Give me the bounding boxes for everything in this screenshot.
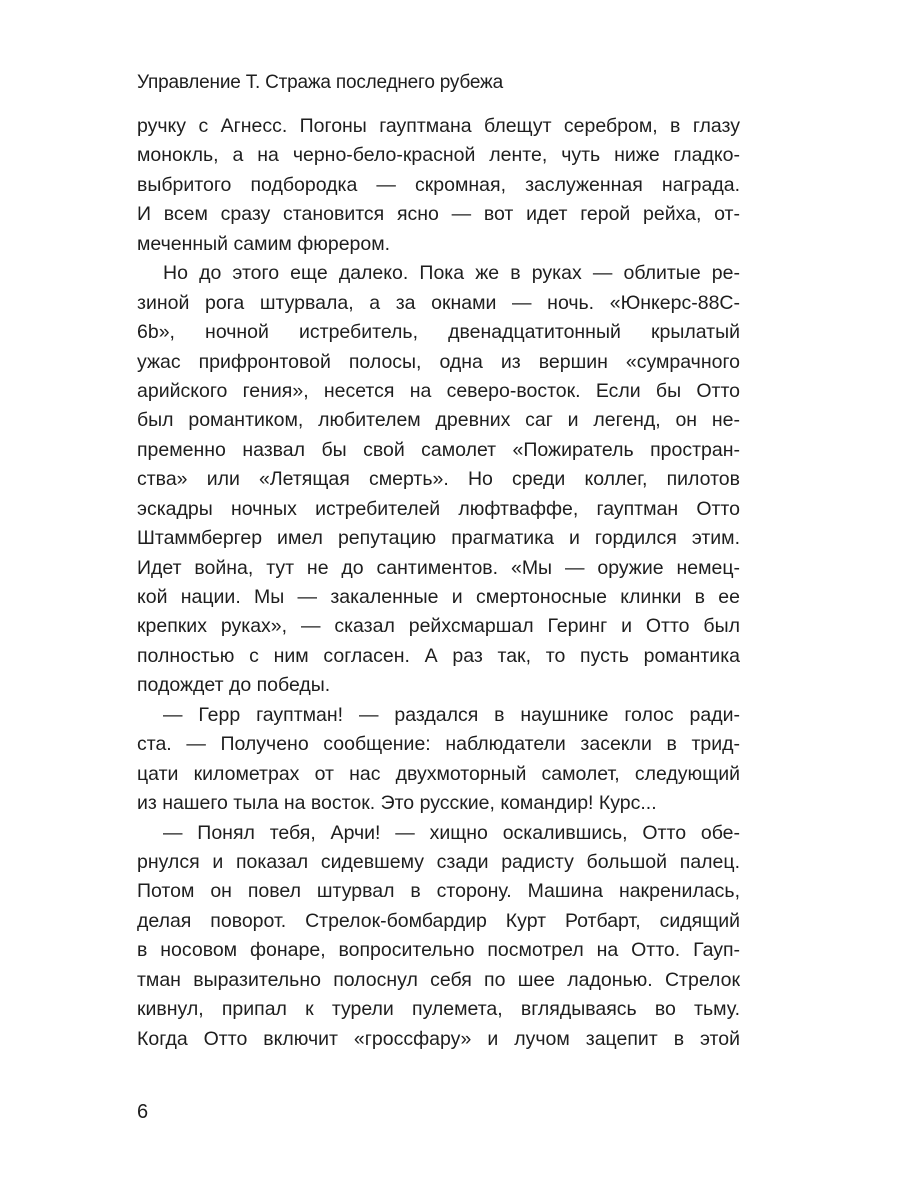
text-line: цати километрах от нас двухмоторный самолет, следующий (137, 762, 740, 785)
text-line: тман выразительно полоснул себя по шее ладонью. Стрелок (137, 968, 740, 991)
text-line: полностью с ним согласен. А раз так, то пусть романтика (137, 644, 740, 667)
text-line: ужас прифронтовой полосы, одна из вершин «сумрачного (137, 350, 740, 373)
text-line: — Герр гауптман! — раздался в наушнике голос ради- (163, 703, 740, 726)
text-line: пременно назвал бы свой самолет «Пожиратель простран- (137, 438, 740, 461)
running-title: Управление Т. Стража последнего рубежа (137, 72, 503, 93)
text-line: ства» или «Летящая смерть». Но среди коллег, пилотов (137, 468, 740, 491)
text-line: ручку с Агнесс. Погоны гауптмана блещут серебром, в глазу (137, 115, 740, 137)
text-line: эскадры ночных истребителей люфтваффе, гауптман Отто (137, 497, 740, 520)
text-line: меченный самим фюрером. (137, 232, 391, 255)
text-line: ста. — Получено сообщение: наблюдатели засекли в трид- (137, 733, 740, 756)
text-line: из нашего тыла на восток. Это русские, командир! Курс... (137, 792, 657, 815)
page-number: 6 (137, 1101, 149, 1123)
text-line: в носовом фонаре, вопросительно посмотрел на Отто. Гауп- (137, 939, 740, 962)
text-line: Потом он повел штурвал в сторону. Машина накренилась, (137, 880, 740, 903)
text-line: арийского гения», несется на северо-восток. Если бы Отто (137, 379, 740, 402)
text-line: кивнул, припал к турели пулемета, вглядываясь во тьму. (137, 998, 740, 1021)
text-line: подождет до победы. (137, 674, 331, 697)
text-line: Штаммбергер имел репутацию прагматика и гордился этим. (137, 527, 740, 550)
text-line: кой нации. Мы — закаленные и смертоносные клинки в ее (137, 586, 740, 608)
text-line: рнулся и показал сидевшему сзади радисту большой палец. (137, 850, 740, 873)
text-line: Идет война, тут не до сантиментов. «Мы — оружие немец- (137, 556, 740, 579)
text-line: 6b», ночной истребитель, двенадцатитонный крылатый (137, 321, 740, 344)
text-line: монокль, а на черно-бело-красной ленте, чуть ниже гладко- (137, 144, 740, 167)
text-line: зиной рога штурвала, а за окнами — ночь. «Юнкерс-88С- (137, 291, 740, 314)
text-line: делая поворот. Стрелок-бомбардир Курт Ротбарт, сидящий (137, 909, 740, 932)
body-text (137, 112, 740, 1054)
text-line: Когда Отто включит «гроссфару» и лучом зацепит в этой (137, 1027, 740, 1050)
text-line: крепких руках», — сказал рейхсмаршал Геринг и Отто был (137, 615, 740, 638)
text-line: был романтиком, любителем древних саг и легенд, он не- (137, 409, 740, 432)
text-line: И всем сразу становится ясно — вот идет герой рейха, от- (137, 203, 740, 226)
text-line: Но до этого еще далеко. Пока же в руках — облитые ре- (163, 262, 740, 285)
text-line: — Понял тебя, Арчи! — хищно оскалившись, Отто обе- (163, 821, 740, 844)
text-line: выбритого подбородка — скромная, заслуженная награда. (137, 173, 740, 196)
